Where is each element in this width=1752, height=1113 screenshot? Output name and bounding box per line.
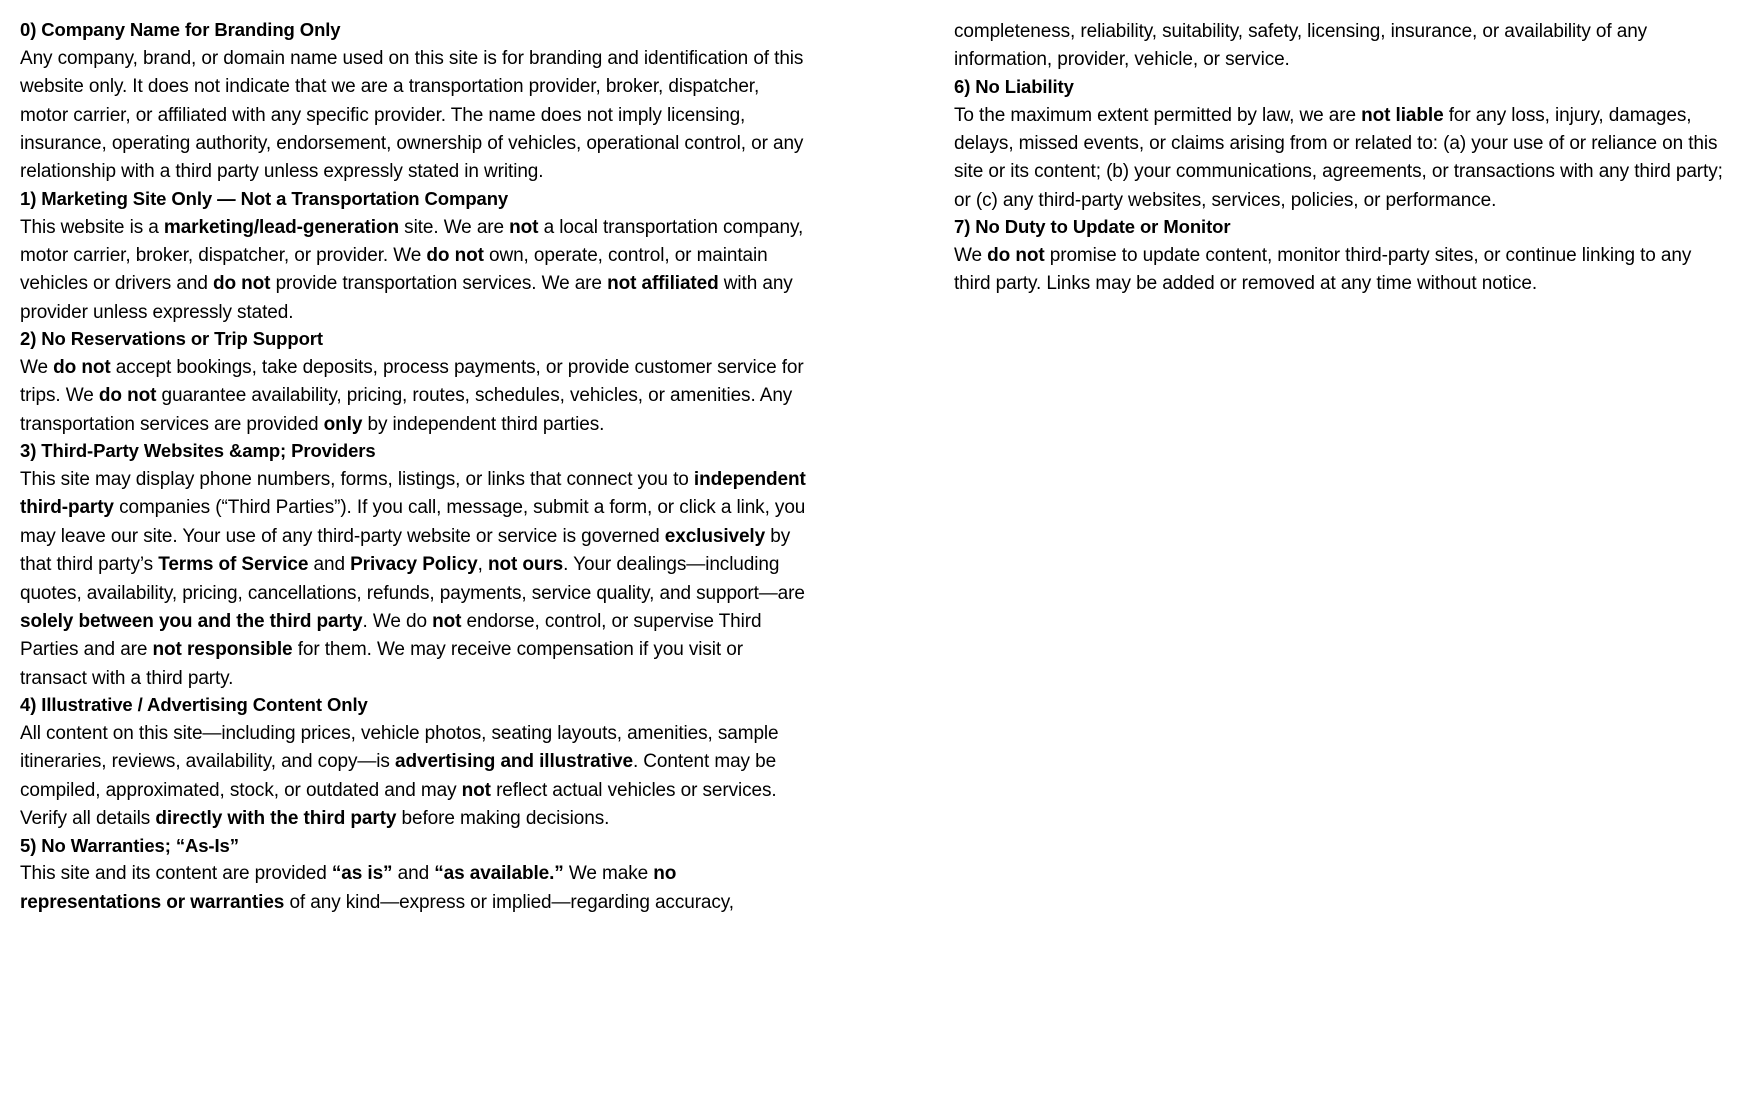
section-body: Any company, brand, or domain name used on this site is for branding and identification of this website only. It does not indicate that we are a transportation provider, broker, dispatcher, motor carrier, or affiliated with any specific provider. The name does not imply licensing, insurance, operating authority, endorsement, ownership of vehicles, operational control, or any relationship with a third party unless expressly stated in writing. xyxy=(20,47,804,183)
left-column xyxy=(0,18,830,917)
section-body: All content on this site—including prices, vehicle photos, seating layouts, amenities, sample itineraries, reviews, availability, and copy—is advertising and illustrative. Content may be compiled, approximated, stock, or outdated and may not reflect actual vehicles or services. Verify all details directly with the third party before making decisions. xyxy=(20,723,779,830)
section-company-name-branding xyxy=(20,18,810,187)
section-title: 1) Marketing Site Only — Not a Transportation Company xyxy=(20,187,509,209)
section-third-party-websites xyxy=(20,439,810,693)
section-title: 7) No Duty to Update or Monitor xyxy=(954,216,1231,238)
section-illustrative-content xyxy=(20,693,810,833)
section-no-warranties-continued xyxy=(954,18,1732,75)
section-body: completeness, reliability, suitability, safety, licensing, insurance, or availability of any information, provider, vehicle, or service. xyxy=(954,21,1648,71)
section-title: 2) No Reservations or Trip Support xyxy=(20,328,323,350)
section-title: 0) Company Name for Branding Only xyxy=(20,19,341,40)
section-no-warranties xyxy=(20,834,810,918)
section-no-liability xyxy=(954,75,1732,215)
section-body: This site may display phone numbers, forms, listings, or links that connect you to independent third-party companies (“Third Parties”). If you call, message, submit a form, or click a link, you may leave our site. Your use of any third-party website or service is governed exclusively by that third party’s Terms of Service and Privacy Policy, not ours. Your dealings—including quotes, availability, pricing, cancellations, refunds, payments, service quality, and support—are solely between you and the third party. We do not endorse, control, or supervise Third Parties and are not responsible for them. We may receive compensation if you visit or transact with a third party. xyxy=(20,469,806,689)
section-body: We do not promise to update content, monitor third-party sites, or continue linking to any third party. Links may be added or removed at any time without notice. xyxy=(954,245,1692,295)
section-body: To the maximum extent permitted by law, we are not liable for any loss, injury, damages, delays, missed events, or claims arising from or related to: (a) your use of or reliance on this site or its content; (b) your communications, agreements, or transactions with any third party; or (c) any third-party websites, services, policies, or performance. xyxy=(954,104,1723,211)
section-title: 6) No Liability xyxy=(954,75,1074,97)
section-title: 3) Third-Party Websites &amp; Providers xyxy=(20,440,376,462)
section-body: This site and its content are provided “as is” and “as available.” We make no representations or warranties of any kind—express or implied—regarding accuracy, xyxy=(20,863,734,913)
section-body: We do not accept bookings, take deposits, process payments, or provide customer service for trips. We do not guarantee availability, pricing, routes, schedules, vehicles, or amenities. Any transportation services are provided only by independent third parties. xyxy=(20,357,804,435)
two-column-layout xyxy=(0,18,1752,917)
section-no-duty-to-update xyxy=(954,215,1732,299)
section-no-reservations xyxy=(20,327,810,439)
section-title: 4) Illustrative / Advertising Content Only xyxy=(20,694,368,716)
section-body: This website is a marketing/lead-generation site. We are not a local transportation company, motor carrier, broker, dispatcher, or provider. We do not own, operate, control, or maintain vehicles or drivers and do not provide transportation services. We are not affiliated with any provider unless expressly stated. xyxy=(20,216,804,323)
right-column xyxy=(830,18,1752,299)
section-marketing-site-only xyxy=(20,187,810,327)
section-title: 5) No Warranties; “As-Is” xyxy=(20,834,239,856)
